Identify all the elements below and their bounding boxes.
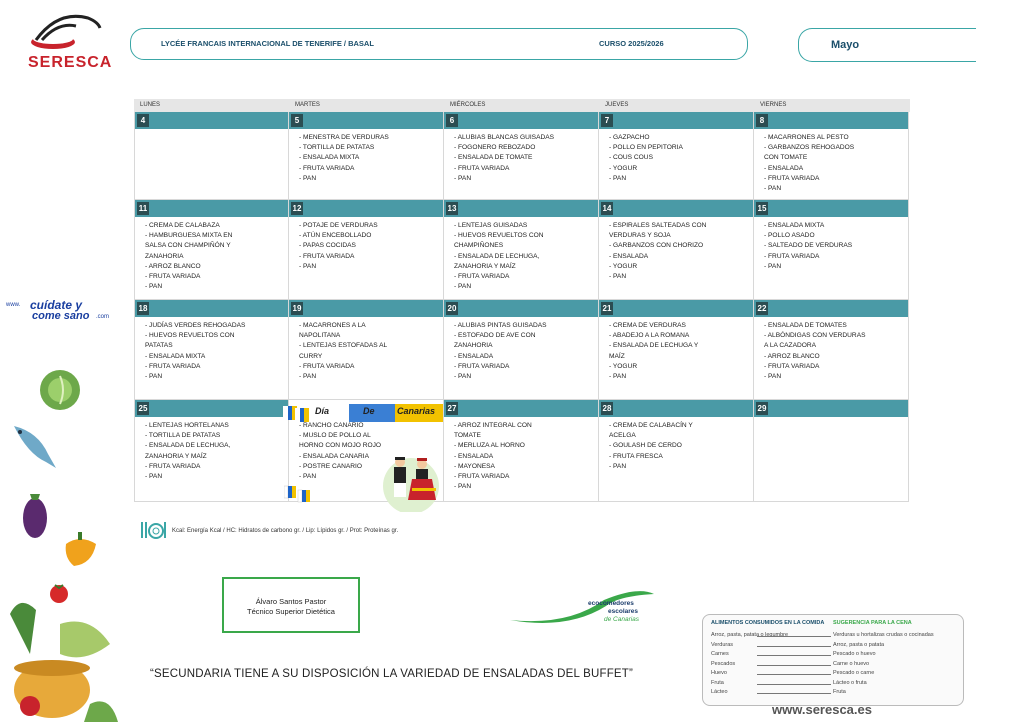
dinner-suggestion-table (702, 614, 964, 706)
school-name: LYCÉE FRANCAIS INTERNACIONAL DE TENERIFE / BASAL (161, 39, 374, 48)
dish-item: - PAN (299, 473, 317, 481)
dish-item: - YOGUR (609, 362, 638, 370)
arrow-icon (757, 684, 831, 685)
calendar-day-cell (754, 300, 909, 400)
dish-item: TOMATE (454, 432, 481, 440)
dish-item: - ENSALADA DE LECHUGA Y (609, 342, 699, 350)
dish-item: - ESPIRALES SALTEADAS CON (609, 222, 707, 229)
cuidate-line2: come sano (32, 310, 90, 322)
dish-item: - PAN (764, 185, 782, 193)
dish-item: - FRUTA VARIADA (764, 252, 820, 260)
dish-item: - SALTEADO DE VERDURAS (764, 242, 853, 250)
canary-flags-icon (284, 484, 314, 504)
dish-item: - FRUTA VARIADA (454, 273, 510, 281)
suggestion-dinner-food: Carne o huevo (833, 660, 870, 667)
date-number: 8 (756, 114, 768, 127)
date-bar (444, 300, 598, 317)
calendar-day-cell (754, 400, 909, 502)
dish-item: - ABADEJO A LA ROMANA (609, 332, 690, 340)
calendar-day-cell (134, 300, 289, 400)
dish-item: - FRUTA VARIADA (764, 174, 820, 182)
dish-list (135, 217, 288, 292)
dish-item: - ENSALADA DE LECHUGA, (145, 442, 231, 450)
dietitian-name: Álvaro Santos Pastor (255, 597, 327, 606)
date-bar (754, 300, 908, 317)
dish-item: VERDURAS Y SOJA (609, 232, 671, 240)
arrow-icon (757, 646, 831, 647)
dish-item: - TORTILLA DE PATATAS (145, 432, 221, 440)
dish-item: - ENSALADA (454, 352, 494, 360)
date-bar (135, 300, 288, 317)
date-number: 5 (291, 114, 303, 127)
dish-item: - POSTRE CANARIO (299, 462, 363, 470)
dish-item: - ENSALADA (764, 164, 804, 172)
dish-item: - YOGUR (609, 262, 638, 270)
dish-list (135, 417, 288, 482)
dish-list (444, 417, 598, 492)
dish-item: HORNO CON MOJO ROJO (299, 442, 382, 450)
suggestion-row (711, 689, 959, 698)
suggest-header-lunch: ALIMENTOS CONSUMIDOS EN LA COMIDA (711, 620, 825, 626)
suggestion-lunch-food: Fruta (711, 679, 724, 686)
date-number: 12 (292, 204, 302, 213)
vegetables-basket-illustration (0, 594, 120, 724)
dish-item: - GOULASH DE CERDO (609, 442, 682, 450)
dish-item: - MERLUZA AL HORNO (454, 442, 525, 450)
dish-item: - PAN (299, 174, 317, 182)
date-number: 19 (292, 304, 302, 313)
suggestion-row (711, 680, 959, 689)
dish-item: - ENSALADA DE TOMATES (764, 322, 847, 329)
dish-item: - PAN (609, 273, 627, 281)
dish-item: - MUSLO DE POLLO AL (299, 432, 371, 440)
dish-item: - CREMA DE CALABAZA (145, 222, 220, 229)
date-number: 13 (447, 204, 457, 213)
calendar-day-cell (754, 200, 909, 300)
date-number: 21 (602, 304, 612, 313)
date-bar (754, 200, 908, 217)
weekday-wednesday: MIÉRCOLES (450, 102, 486, 108)
date-number: 7 (601, 114, 613, 127)
banner-word-dia: Día (315, 406, 330, 416)
arrow-icon (757, 693, 831, 694)
suggestion-lunch-food: Verduras (711, 641, 734, 648)
ecocomedores-logo (508, 586, 658, 630)
dish-item: - PAN (454, 483, 472, 491)
dish-item: ZANAHORIA (454, 342, 493, 350)
dish-item: - POTAJE DE VERDURAS (299, 222, 378, 229)
date-number: 20 (447, 304, 457, 313)
dish-item: - FOGONERO REBOZADO (454, 144, 536, 152)
dish-item: - ENSALADA MIXTA (145, 352, 206, 360)
dish-item: - POLLO EN PEPITORIA (609, 144, 683, 152)
menu-calendar (134, 99, 910, 502)
weekday-tuesday: MARTES (295, 102, 320, 108)
dish-item: NAPOLITANA (299, 332, 341, 340)
calendar-weeks (134, 112, 910, 502)
banner-word-de: De (363, 406, 375, 416)
dish-item: - ALBÓNDIGAS CON VERDURAS (764, 332, 866, 340)
dish-item: CON TOMATE (764, 154, 808, 162)
dish-list (289, 317, 443, 382)
suggestion-row (711, 661, 959, 670)
weekday-monday: LUNES (140, 102, 161, 108)
dish-list (444, 317, 598, 382)
dish-item: - ALUBIAS PINTAS GUISADAS (454, 322, 547, 329)
calendar-day-cell (599, 200, 754, 300)
date-number: 11 (138, 204, 148, 213)
dish-item: ZANAHORIA Y MAÍZ (454, 262, 516, 270)
date-bar (289, 300, 443, 317)
dish-item: - FRUTA VARIADA (145, 362, 201, 370)
dish-item: - HAMBURGUESA MIXTA EN (145, 232, 233, 240)
suggestion-lunch-food: Huevo (711, 670, 727, 676)
dish-item: ACELGA (609, 432, 636, 440)
dish-item: - PAN (299, 262, 317, 270)
website-url: www.seresca.es (772, 702, 872, 717)
cuidate-suffix: .com (96, 314, 110, 320)
dish-item: - POLLO ASADO (764, 232, 815, 240)
weekday-header-row (134, 99, 910, 112)
calendar-week-row (134, 200, 910, 300)
dish-item: - ARROZ INTEGRAL CON (454, 422, 532, 429)
dish-item: - FRUTA VARIADA (299, 362, 355, 370)
eco-line3: de Canarias (604, 616, 640, 623)
date-bar (599, 400, 753, 417)
dish-item: - CREMA DE CALABACÍN Y (609, 422, 693, 429)
suggestion-dinner-food: Verduras u hortalizas crudas o cocinadas (833, 632, 934, 638)
calendar-day-cell (754, 112, 909, 200)
suggestion-dinner-food: Pescado o huevo (833, 651, 876, 657)
suggestion-row (711, 642, 959, 651)
calendar-day-cell (444, 400, 599, 502)
calendar-day-cell (599, 112, 754, 200)
suggestion-row (711, 670, 959, 679)
dish-list (599, 217, 753, 282)
calendar-day-cell (134, 200, 289, 300)
date-bar (444, 200, 598, 217)
dish-list (754, 317, 908, 382)
banner-word-canarias: Canarias (397, 406, 436, 416)
dietitian-role: Técnico Superior Dietética (247, 607, 335, 616)
dish-item: - LENTEJAS ESTOFADAS AL (299, 342, 388, 350)
dish-item: - HUEVOS REVUELTOS CON (454, 232, 544, 240)
date-bar (135, 112, 288, 129)
dish-list (444, 217, 598, 292)
dish-item: - ENSALADA (454, 452, 494, 460)
suggestion-lunch-food: Carnes (711, 651, 729, 657)
dish-list (754, 129, 908, 194)
dish-list (599, 417, 753, 472)
course-year: CURSO 2025/2026 (599, 39, 664, 48)
suggestion-row (711, 632, 959, 641)
footer-slogan: “SECUNDARIA TIENE A SU DISPOSICIÓN LA VARIEDAD DE ENSALADAS DEL BUFFET” (150, 668, 634, 680)
pepper-icon (60, 530, 102, 570)
dish-list (599, 317, 753, 382)
dish-item: - LENTEJAS HORTELANAS (145, 422, 229, 429)
date-bar (444, 400, 598, 417)
dish-item: CHAMPIÑONES (454, 242, 504, 250)
dish-item: - JUDÍAS VERDES REHOGADAS (145, 322, 246, 329)
dish-item: - YOGUR (609, 164, 638, 172)
date-number: 4 (137, 114, 149, 127)
cuidate-prefix: www. (6, 302, 21, 308)
date-bar (599, 200, 753, 217)
dish-item: A LA CAZADORA (764, 342, 817, 350)
date-number: 29 (757, 404, 767, 413)
dish-item: - FRUTA FRESCA (609, 452, 663, 460)
dish-item: - PAN (145, 373, 163, 381)
canary-flag-icon (295, 408, 309, 422)
cutlery-plate-icon (140, 520, 166, 540)
canarias-day-banner (283, 404, 443, 422)
dish-item: MAÍZ (609, 352, 625, 360)
arrow-icon (757, 636, 831, 637)
date-number: 6 (446, 114, 458, 127)
dish-item: ZANAHORIA Y MAÍZ (145, 452, 207, 460)
weekday-thursday: JUEVES (605, 102, 629, 108)
arrow-icon (757, 674, 831, 675)
dish-item: - ARROZ BLANCO (145, 262, 201, 270)
dish-item: - ENSALADA MIXTA (764, 222, 825, 229)
dish-item: - FRUTA VARIADA (145, 273, 201, 281)
suggest-header-dinner: SUGERENCIA PARA LA CENA (833, 620, 912, 626)
seresca-logo (28, 12, 118, 74)
arrow-icon (757, 665, 831, 666)
date-number: 28 (602, 404, 612, 413)
date-bar (444, 112, 598, 129)
dish-item: - ARROZ BLANCO (764, 352, 820, 360)
dish-item: - MENESTRA DE VERDURAS (299, 134, 389, 141)
date-number: 25 (138, 404, 148, 413)
cuidate-logo (4, 300, 108, 324)
dish-item: - PAN (764, 373, 782, 381)
date-bar (135, 400, 288, 417)
dish-item: - FRUTA VARIADA (454, 362, 510, 370)
dish-item: - GARBANZOS REHOGADOS (764, 144, 855, 152)
dish-item: - FRUTA VARIADA (145, 462, 201, 470)
dish-item: - ALUBIAS BLANCAS GUISADAS (454, 134, 555, 141)
dish-item: - PAPAS COCIDAS (299, 242, 356, 250)
dish-item: CURRY (299, 352, 323, 360)
date-bar (289, 200, 443, 217)
suggestion-dinner-food: Pescado o carne (833, 670, 875, 676)
calendar-day-cell (444, 112, 599, 200)
dish-item: - PAN (454, 283, 472, 291)
dish-item: - ESTOFADO DE AVE CON (454, 332, 536, 340)
nutrition-legend: Kcal: Energía Kcal / HC: Hidratos de carbono gr. / Lip: Lípidos gr. / Prot: Proteínas gr. (172, 528, 399, 534)
dish-item: - COUS COUS (609, 154, 653, 162)
dish-item: - RANCHO CANARIO (299, 422, 364, 429)
dish-list (754, 417, 908, 421)
dish-item: - PAN (299, 373, 317, 381)
date-number: 27 (447, 404, 457, 413)
dish-item: - HUEVOS REVUELTOS CON (145, 332, 235, 340)
calendar-day-cell (599, 300, 754, 400)
cuidate-line1: cuídate y (30, 298, 83, 312)
calendar-week-row (134, 400, 910, 502)
date-number: 14 (602, 204, 612, 213)
dish-item: - LENTEJAS GUISADAS (454, 222, 528, 229)
dish-item: - MACARRONES A LA (299, 322, 366, 329)
dish-item: - ENSALADA MIXTA (299, 154, 360, 162)
suggestion-row (711, 651, 959, 660)
dish-item: - FRUTA VARIADA (764, 362, 820, 370)
dish-item: - MACARRONES AL PESTO (764, 134, 849, 141)
dish-item: - FRUTA VARIADA (299, 164, 355, 172)
dish-item: - PAN (145, 283, 163, 291)
suggestion-lunch-food: Arroz, pasta, patata o legumbre (711, 632, 789, 638)
eggplant-icon (18, 486, 52, 540)
folk-dancers-illustration (376, 448, 446, 512)
dish-item: - PAN (454, 174, 472, 182)
dish-item: - FRUTA VARIADA (299, 252, 355, 260)
dish-item: PATATAS (145, 342, 173, 350)
dietitian-signature-box (222, 577, 360, 633)
calendar-day-cell (599, 400, 754, 502)
dish-item: - TORTILLA DE PATATAS (299, 144, 375, 152)
dish-item: SALSA CON CHAMPIÑÓN Y (145, 242, 231, 250)
dish-item: - MAYONESA (454, 462, 495, 470)
calendar-day-cell (134, 400, 289, 502)
date-bar (754, 112, 908, 129)
dish-item: ZANAHORIA (145, 252, 184, 260)
fish-icon (8, 418, 64, 472)
dish-item: - PAN (764, 262, 782, 270)
dish-list (599, 129, 753, 184)
date-bar (135, 200, 288, 217)
dish-item: - ENSALADA (609, 252, 649, 260)
lettuce-icon (38, 368, 82, 412)
dish-item: - FRUTA VARIADA (454, 164, 510, 172)
month-label: Mayo (831, 39, 860, 51)
calendar-week-row (134, 300, 910, 400)
dish-item: - PAN (609, 174, 627, 182)
dish-item: - CREMA DE VERDURAS (609, 322, 686, 329)
suggestion-lunch-food: Pescados (711, 660, 736, 667)
date-bar (289, 112, 443, 129)
arrow-icon (757, 655, 831, 656)
dish-list (444, 129, 598, 184)
calendar-day-cell (444, 300, 599, 400)
dish-item: - PAN (454, 373, 472, 381)
date-bar (754, 400, 908, 417)
dish-list (754, 217, 908, 272)
suggestion-dinner-food: Arroz, pasta o patata (833, 641, 885, 648)
dish-item: - PAN (145, 473, 163, 481)
month-box (798, 28, 976, 62)
header-bar (130, 28, 748, 60)
seresca-logo-mark (28, 12, 118, 54)
logo-text: SERESCA (28, 54, 113, 71)
date-number: 18 (138, 304, 148, 313)
dish-list (289, 129, 443, 184)
dish-item: - PAN (609, 373, 627, 381)
suggestion-dinner-food: Lácteo o fruta (833, 679, 867, 686)
dish-item: - ENSALADA DE LECHUGA, (454, 252, 540, 260)
dish-list (135, 317, 288, 382)
dish-item: - GAZPACHO (609, 134, 650, 141)
date-number: 15 (757, 204, 767, 213)
dish-item: - GARBANZOS CON CHORIZO (609, 242, 704, 250)
dish-item: - ENSALADA DE TOMATE (454, 154, 533, 162)
dish-item: - ATÚN ENCEBOLLADO (299, 232, 372, 240)
dish-item: - ENSALADA CANARIA (299, 452, 369, 460)
dish-list (289, 217, 443, 272)
date-bar (599, 112, 753, 129)
calendar-day-cell (289, 300, 444, 400)
dish-list (135, 129, 288, 133)
eco-line1: ecocomedores (588, 600, 634, 607)
calendar-day-cell (289, 112, 444, 200)
eco-line2: escolares (608, 608, 638, 615)
suggestion-lunch-food: Lácteo (711, 689, 728, 695)
calendar-day-cell (444, 200, 599, 300)
date-number: 22 (757, 304, 767, 313)
dish-item: - PAN (609, 462, 627, 470)
dish-item: - FRUTA VARIADA (454, 473, 510, 481)
suggestion-dinner-food: Fruta (833, 689, 846, 695)
calendar-day-cell (134, 112, 289, 200)
calendar-week-row (134, 112, 910, 200)
calendar-day-cell (289, 200, 444, 300)
date-bar (599, 300, 753, 317)
weekday-friday: VIERNES (760, 102, 787, 108)
